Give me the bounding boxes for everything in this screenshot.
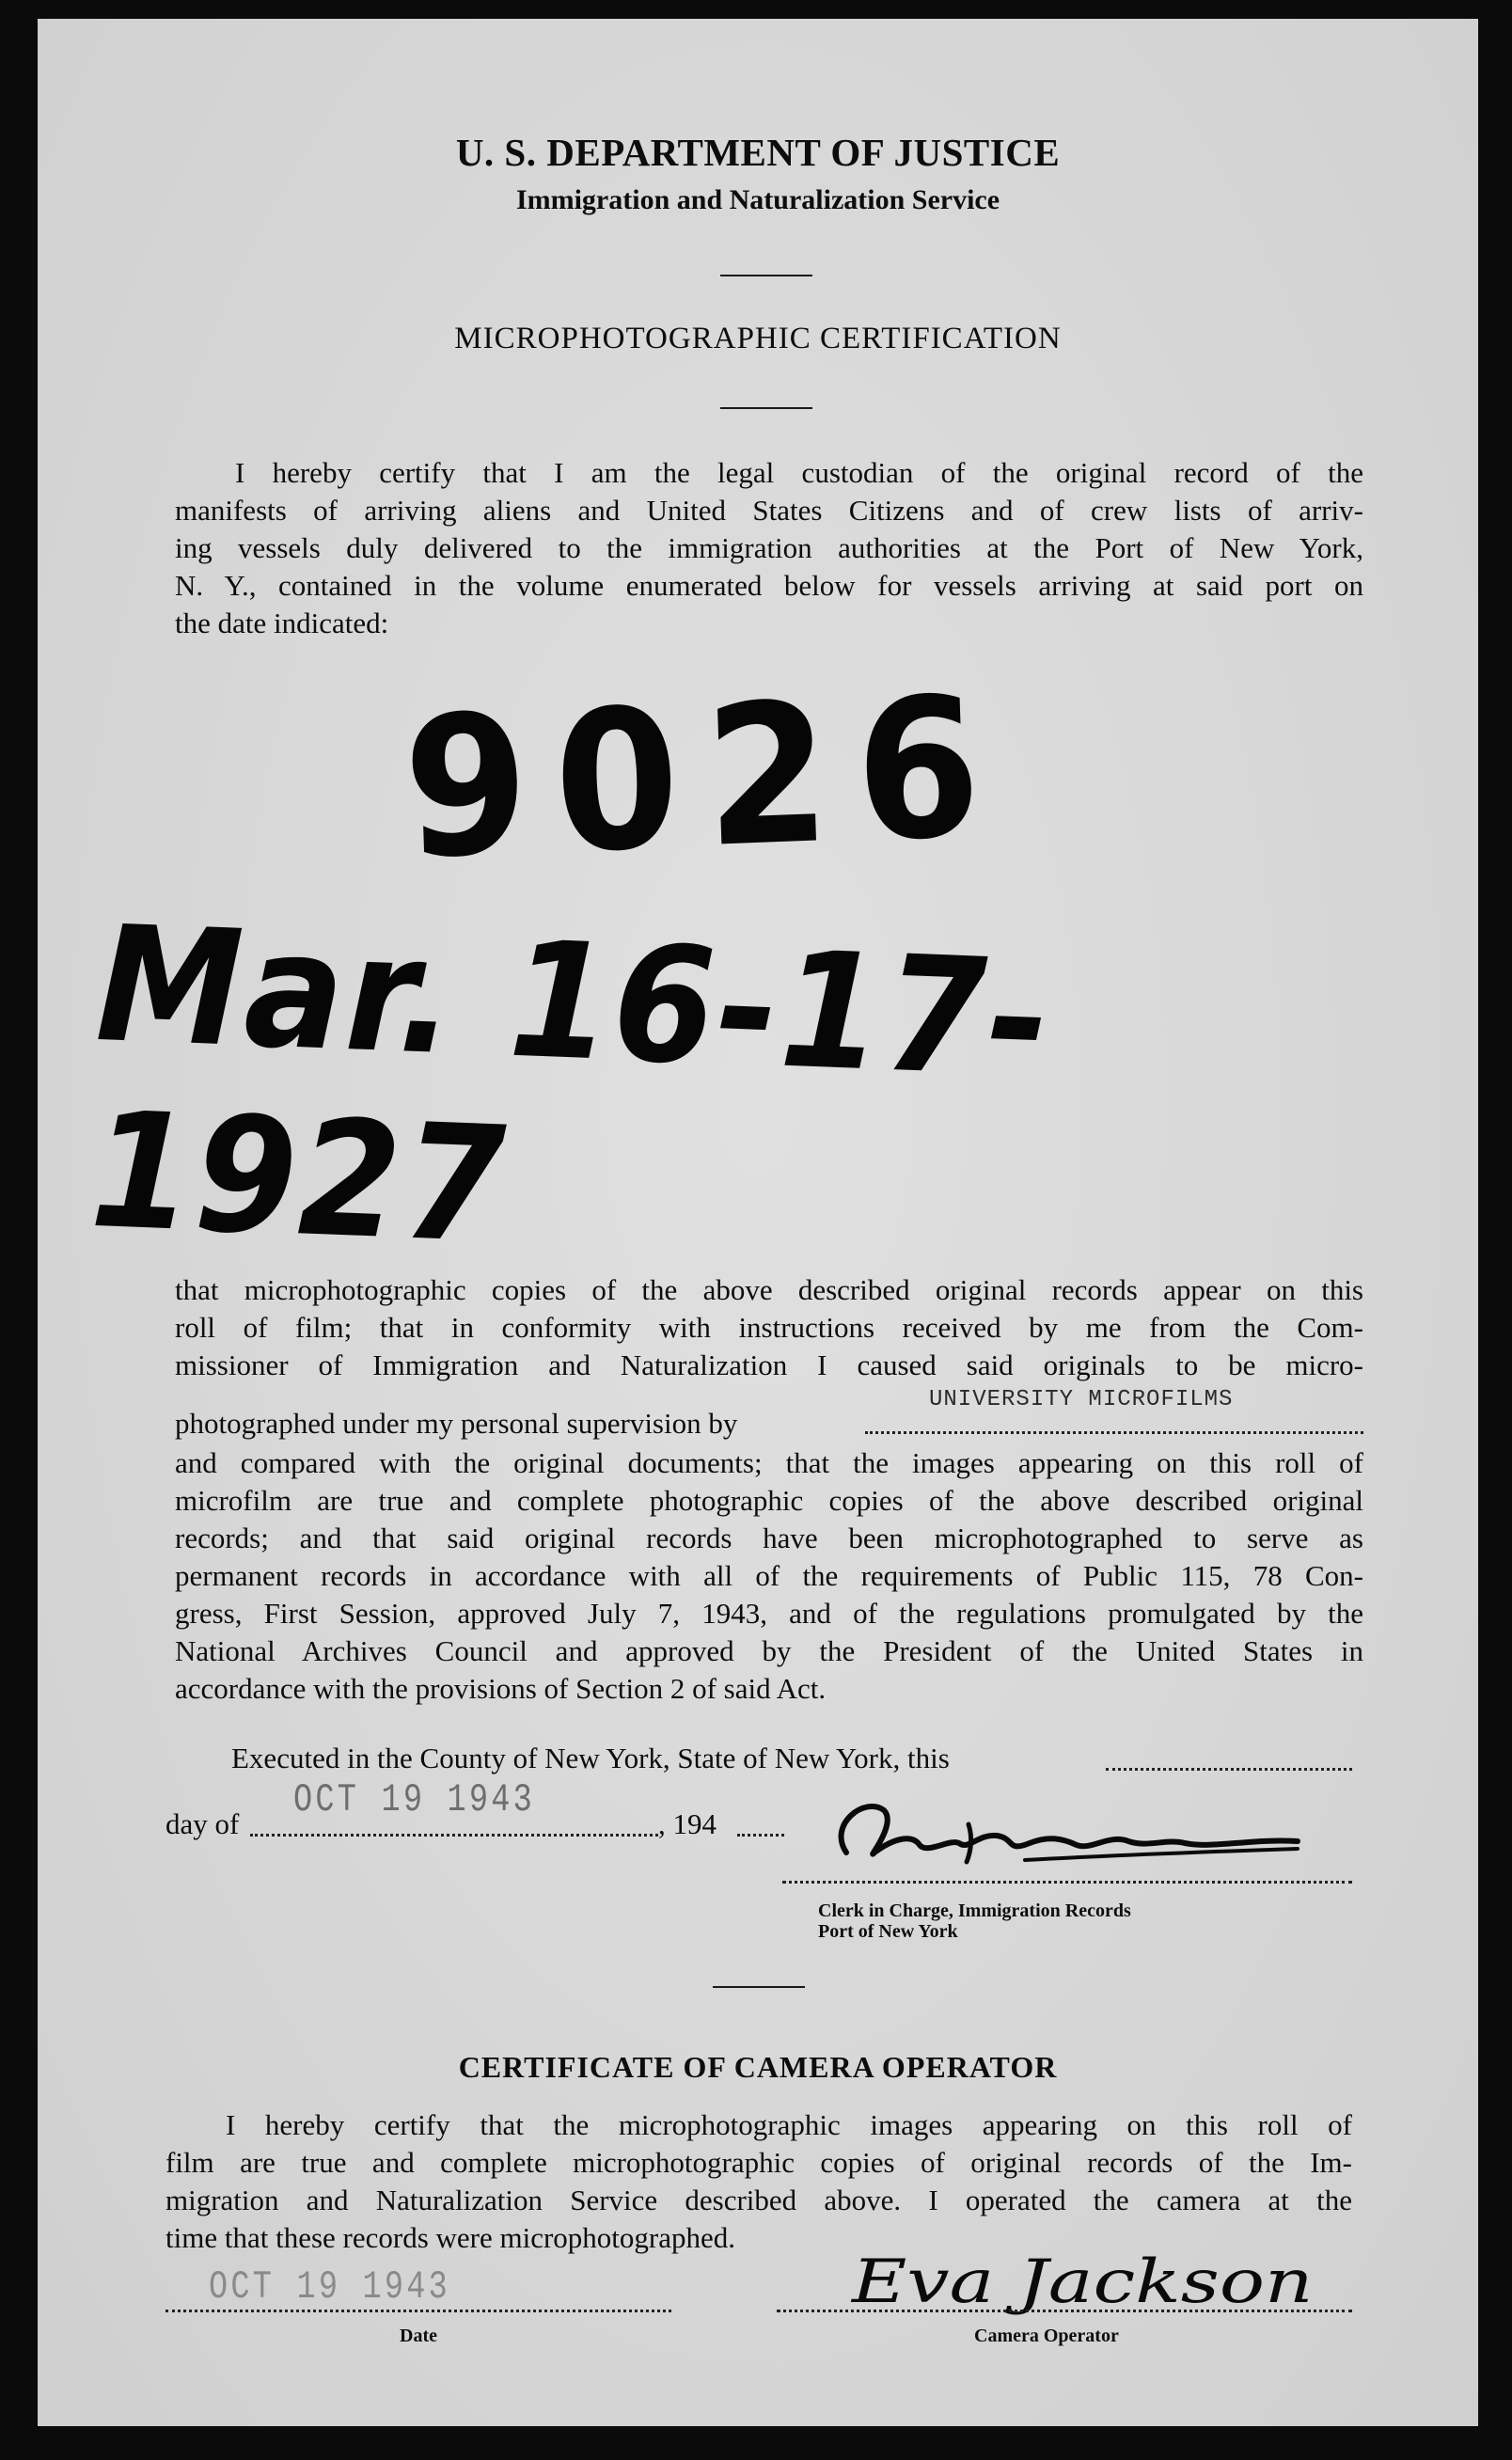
date-line (165, 2310, 671, 2312)
department-heading: U. S. DEPARTMENT OF JUSTICE (455, 131, 1061, 174)
dotted-line (865, 1431, 1363, 1434)
camera-operator-label: Camera Operator (974, 2326, 1119, 2346)
operator-line: migration and Naturalization Service described above. I operated the camera at the (165, 2184, 1352, 2216)
intro-line: the date indicated: (175, 607, 389, 639)
handwritten-dates: Mar. 16-17-1927 (87, 891, 1054, 1280)
camera-operator-title: CERTIFICATE OF CAMERA OPERATOR (458, 2050, 1058, 2084)
camera-operator-paragraph (165, 2106, 1352, 2257)
executed-statement: Executed in the County of New York, State of New York, this (231, 1742, 950, 1774)
clerk-signature (809, 1787, 1316, 1890)
intro-line: manifests of arriving aliens and United States Citizens and of crew lists of arriv- (175, 494, 1363, 527)
clerk-port: Port of New York (818, 1921, 958, 1942)
body-line: roll of film; that in conformity with instructions received by me from the Com- (175, 1311, 1363, 1344)
typed-company-name: UNIVERSITY MICROFILMS (929, 1387, 1234, 1412)
signature-line (777, 2310, 1352, 2312)
signature-line (782, 1881, 1352, 1884)
body-line: photographed under my personal supervision by (175, 1407, 738, 1440)
body-line: gress, First Session, approved July 7, 1943, and of the regulations promulgated by the (175, 1597, 1363, 1630)
dotted-line (737, 1834, 784, 1837)
year-prefix: , 194 (658, 1807, 717, 1840)
operator-line: I hereby certify that the microphotographic images appearing on this roll of (226, 2108, 1352, 2141)
certification-title: MICROPHOTOGRAPHIC CERTIFICATION (454, 322, 1062, 355)
body-line: that microphotographic copies of the above described original records appear on this (175, 1273, 1363, 1306)
operator-line: time that these records were microphotographed. (165, 2221, 735, 2254)
intro-paragraph (175, 454, 1363, 642)
dotted-line (1106, 1768, 1352, 1771)
operator-date-stamp: OCT 19 1943 (209, 2264, 450, 2310)
body-line: accordance with the provisions of Section 2 of said Act. (175, 1672, 827, 1705)
operator-signature: Eva Jackson (852, 2247, 1314, 2317)
body-paragraph (175, 1271, 1363, 1384)
body-line: records; and that said original records have been microphotographed to serve as (175, 1522, 1363, 1554)
date-label: Date (400, 2326, 437, 2346)
intro-line: ing vessels duly delivered to the immigration authorities at the Port of New York, (175, 531, 1363, 564)
clerk-title: Clerk in Charge, Immigration Records (818, 1900, 1131, 1921)
date-stamp: OCT 19 1943 (293, 1777, 535, 1822)
body-line: microfilm are true and complete photographic copies of the above described original (175, 1484, 1363, 1517)
body-line: permanent records in accordance with all of the requirements of Public 115, 78 Con- (175, 1559, 1363, 1592)
body-paragraph (175, 1405, 1363, 1443)
body-paragraph (175, 1444, 1363, 1708)
divider (720, 275, 812, 276)
operator-line: film are true and complete microphotographic copies of original records of the Im- (165, 2146, 1352, 2179)
body-line: National Archives Council and approved by the President of the United States in (175, 1634, 1363, 1667)
day-of-label: day of (165, 1807, 240, 1840)
divider (713, 1986, 805, 1988)
certificate-page (38, 19, 1478, 2426)
body-line: missioner of Immigration and Naturalization I caused said originals to be micro- (175, 1348, 1363, 1381)
service-subheading: Immigration and Naturalization Service (515, 184, 1000, 215)
divider (720, 407, 812, 409)
body-line: and compared with the original documents; that the images appearing on this roll of (175, 1446, 1363, 1479)
handwritten-volume-number: 9026 (401, 654, 1011, 902)
dotted-line (250, 1834, 658, 1837)
intro-line: N. Y., contained in the volume enumerated below for vessels arriving at said port on (175, 569, 1363, 602)
intro-line: I hereby certify that I am the legal custodian of the original record of the (235, 456, 1363, 489)
